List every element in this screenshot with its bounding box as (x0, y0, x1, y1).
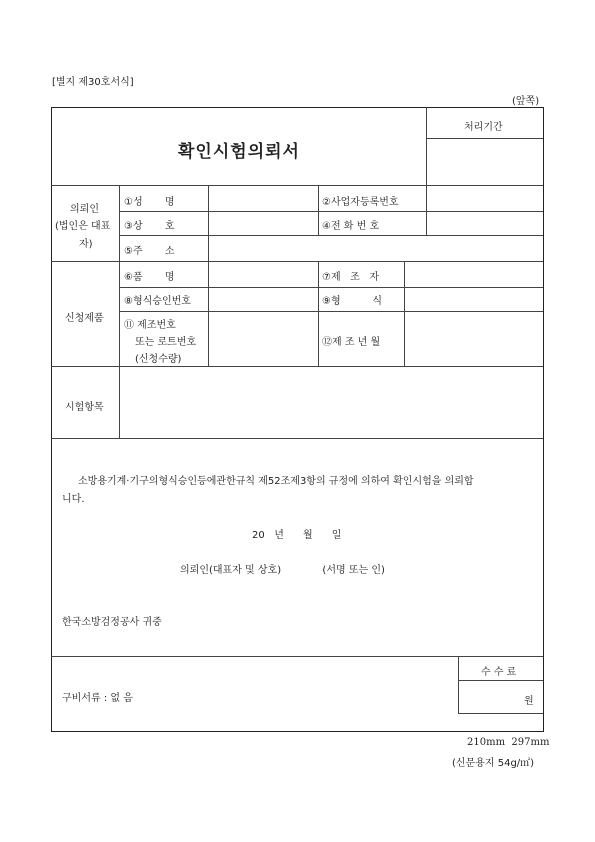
divider (51, 261, 543, 262)
divider (51, 366, 543, 367)
table-top-border (51, 107, 544, 108)
name-label: ①성 명 (124, 197, 175, 208)
model-label: ⑨형 식 (322, 296, 383, 307)
recipient: 한국소방검정공사 귀중 (62, 617, 162, 628)
divider (318, 261, 319, 366)
divider (51, 438, 543, 439)
manufacturer-label: ⑦제 조 자 (322, 272, 380, 283)
divider (208, 185, 209, 366)
form-number: [별지 제30호서식] (52, 77, 134, 88)
divider (426, 107, 427, 185)
phone-field[interactable] (430, 214, 538, 232)
product-section-label: 신청제품 (65, 313, 104, 324)
documents-label: 구비서류 : 없 음 (62, 693, 133, 704)
page-side: (앞쪽) (512, 96, 540, 107)
serial-label-alt: 또는 로트번호 (135, 337, 197, 348)
table-left-border (51, 107, 52, 731)
divider (119, 311, 543, 312)
mfg-date-field[interactable] (408, 314, 538, 363)
paper-type: (신문용지 54g/㎡) (452, 758, 535, 769)
applicant-section-label: 의뢰인 (70, 204, 99, 215)
divider (404, 261, 405, 366)
item-label: ⑥품 명 (124, 272, 175, 283)
business-reg-label: ②사업자등록번호 (322, 197, 399, 208)
company-field[interactable] (212, 214, 314, 232)
name-field[interactable] (212, 188, 314, 208)
processing-period-field[interactable] (430, 143, 538, 181)
applicant-section-label-note: (법인은 대표 (55, 221, 111, 232)
applicant-section-label-note-end: 자) (79, 239, 93, 250)
form-title: 확인시험의뢰서 (178, 142, 300, 162)
divider (458, 656, 459, 713)
paper-size: 210mm 297mm (467, 737, 550, 748)
serial-label: ⑪ 제조번호 (124, 320, 176, 331)
test-items-label: 시험항목 (65, 402, 104, 413)
company-label: ③상 호 (124, 221, 175, 232)
statement-body: 소방용기계·기구의형식승인등에관한규칙 제52조제3항의 규정에 의하여 확인시험을 의뢰합 (78, 476, 474, 487)
divider (51, 656, 543, 657)
divider (119, 235, 543, 236)
signer-line: 의뢰인(대표자 및 상호) (서명 또는 인) (180, 565, 385, 576)
table-right-border (543, 107, 544, 731)
serial-label-qty: (신청수량) (135, 354, 182, 365)
date-line: 20 년 월 일 (252, 530, 342, 541)
divider (458, 680, 543, 681)
processing-period-label: 처리기간 (464, 122, 503, 133)
address-label: ⑤주 소 (124, 246, 175, 257)
table-bottom-border (51, 731, 544, 732)
model-field[interactable] (408, 290, 538, 308)
item-field[interactable] (212, 264, 314, 284)
divider (426, 185, 427, 235)
type-approval-field[interactable] (212, 290, 314, 308)
mfg-date-label: ⑫제 조 년 월 (322, 337, 381, 348)
statement-body-end: 니다. (62, 494, 85, 505)
address-field[interactable] (212, 238, 538, 258)
fee-unit: 원 (524, 696, 534, 707)
phone-label: ④전 화 번 호 (322, 221, 380, 232)
fee-label: 수 수 료 (481, 667, 517, 678)
type-approval-label: ⑧형식승인번호 (124, 296, 191, 307)
business-reg-field[interactable] (430, 188, 538, 208)
divider (318, 185, 319, 235)
manufacturer-field[interactable] (408, 264, 538, 284)
test-items-field[interactable] (123, 370, 539, 434)
serial-field[interactable] (212, 314, 314, 363)
divider (458, 713, 543, 714)
divider (119, 185, 120, 438)
divider (119, 211, 543, 212)
divider (51, 185, 543, 186)
divider (426, 138, 543, 139)
divider (119, 287, 543, 288)
